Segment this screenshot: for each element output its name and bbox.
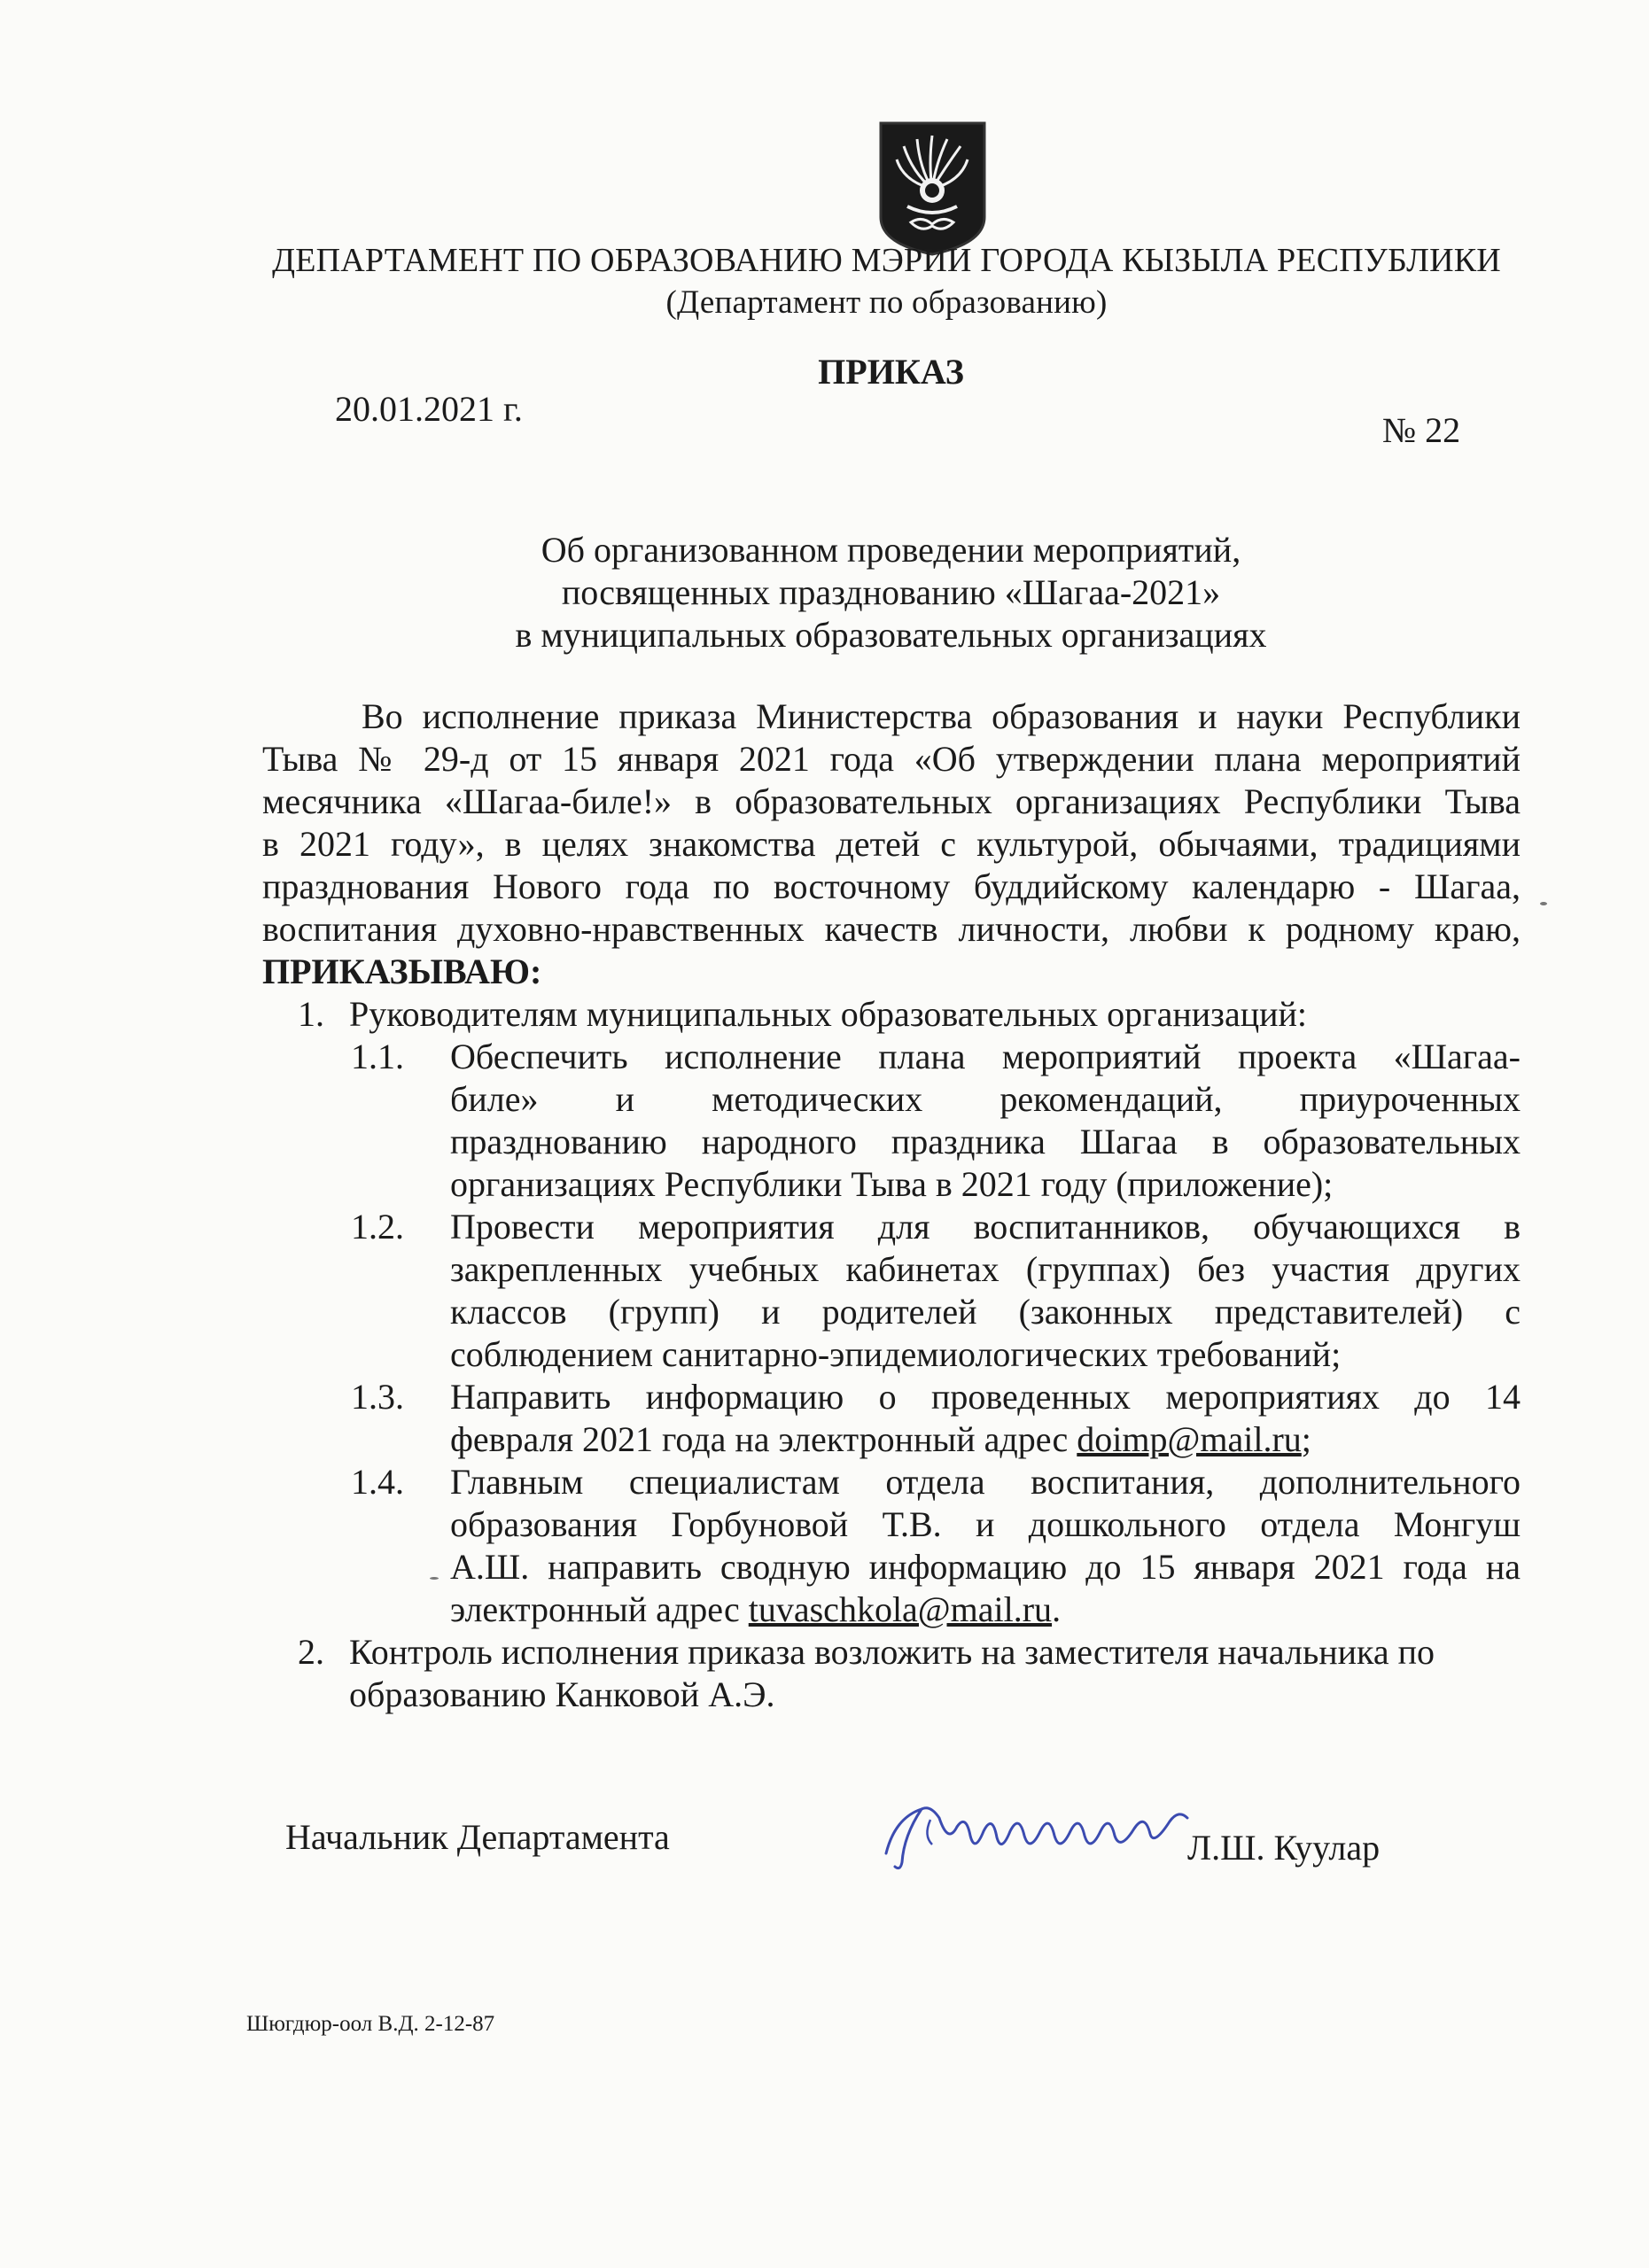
item-number: 2. <box>298 1632 324 1672</box>
subject-line: Об организованном проведении мероприятий, <box>541 530 1241 570</box>
scan-mark <box>430 1577 439 1580</box>
preamble-line: в 2021 году», в целях знакомства детей с культурой, обычаями, традициями <box>262 824 1521 864</box>
list-item-1-4 <box>262 1461 1521 1631</box>
list-item-1-3 <box>262 1376 1521 1461</box>
item-line: образования Горбуновой Т.В. и дошкольного отдела Монгуш <box>450 1504 1521 1544</box>
item-number: 1. <box>298 994 324 1034</box>
preamble-line: воспитания духовно-нравственных качеств личности, любви к родному краю, <box>262 909 1521 949</box>
handwritten-signature <box>868 1783 1205 1880</box>
item-number: 1.3. <box>351 1377 404 1417</box>
item-line: А.Ш. направить сводную информацию до 15 января 2021 года на <box>450 1547 1521 1587</box>
item-number: 1.4. <box>351 1462 404 1502</box>
item-line: Провести мероприятия для воспитанников, обучающихся в <box>450 1207 1521 1247</box>
document-title: ПРИКАЗ <box>818 352 964 392</box>
department-short-name: (Департамент по образованию) <box>665 284 1108 321</box>
department-header <box>0 239 1649 324</box>
command-word: ПРИКАЗЫВАЮ: <box>262 951 542 991</box>
item-line: классов (групп) и родителей (законных представителей) с <box>450 1292 1521 1332</box>
item-line: Обеспечить исполнение плана мероприятий проекта «Шагаа- <box>450 1037 1521 1076</box>
item-text: Руководителям муниципальных образовательных организаций: <box>349 994 1308 1034</box>
order-subject <box>0 529 1649 656</box>
order-body <box>262 695 1521 1716</box>
item-line: Главным специалистам отдела воспитания, дополнительного <box>450 1462 1521 1502</box>
order-date: 20.01.2021 г. <box>335 389 523 429</box>
item-line: празднованию народного праздника Шагаа в образовательных <box>450 1122 1521 1161</box>
item-line: закрепленных учебных кабинетах (группах) без участия других <box>450 1249 1521 1289</box>
item-text: февраля 2021 года на электронный адрес <box>450 1419 1077 1459</box>
item-line: соблюдением санитарно-эпидемиологических требований; <box>450 1334 1342 1374</box>
signer-position: Начальник Департамента <box>285 1817 670 1857</box>
subject-line: в муниципальных образовательных организациях <box>515 615 1267 655</box>
preamble-line: месячника «Шагаа-биле!» в образовательных организациях Республики Тыва <box>262 781 1521 821</box>
item-line: биле» и методических рекомендаций, приуроченных <box>450 1079 1521 1119</box>
item-line <box>450 1588 1521 1631</box>
signer-name: Л.Ш. Куулар <box>1187 1828 1381 1868</box>
preamble <box>262 695 1521 993</box>
email-link-doimp[interactable]: doimp@mail.ru <box>1077 1419 1302 1459</box>
order-number: № 22 <box>1382 410 1461 450</box>
preamble-line: Тыва № 29-д от 15 января 2021 года «Об утверждении плана мероприятий <box>262 739 1521 779</box>
subject-line: посвященных празднованию «Шагаа-2021» <box>561 572 1221 612</box>
list-item-1-2 <box>262 1206 1521 1376</box>
list-item-1-1 <box>262 1036 1521 1206</box>
preamble-line: празднования Нового года по восточному буддийскому календарю - Шагаа, <box>262 866 1521 906</box>
coat-of-arms-emblem <box>877 120 988 257</box>
list-item-1 <box>262 993 1521 1036</box>
email-link-tuvaschkola[interactable]: tuvaschkola@mail.ru <box>748 1589 1053 1629</box>
item-line <box>450 1418 1521 1461</box>
item-line: Направить информацию о проведенных мероприятиях до 14 <box>450 1377 1521 1417</box>
scan-mark <box>1540 902 1547 905</box>
item-text: электронный адрес <box>450 1589 749 1629</box>
item-text: . <box>1052 1589 1062 1629</box>
item-line: Контроль исполнения приказа возложить на заместителя начальника по <box>349 1632 1435 1672</box>
item-line: организациях Республики Тыва в 2021 году (приложение); <box>450 1164 1334 1204</box>
list-item-2 <box>262 1631 1521 1716</box>
item-line: образованию Канковой А.Э. <box>349 1674 775 1714</box>
department-name: ДЕПАРТАМЕНТ ПО ОБРАЗОВАНИЮ МЭРИИ ГОРОДА КЫЗЫЛА РЕСПУБЛИКИ <box>272 242 1501 279</box>
item-text: ; <box>1301 1419 1311 1459</box>
executor-note: Шюгдюр-оол В.Д. 2-12-87 <box>246 2012 495 2036</box>
item-number: 1.1. <box>351 1037 404 1076</box>
preamble-line: Во исполнение приказа Министерства образования и науки Республики <box>362 696 1521 736</box>
item-number: 1.2. <box>351 1207 404 1247</box>
